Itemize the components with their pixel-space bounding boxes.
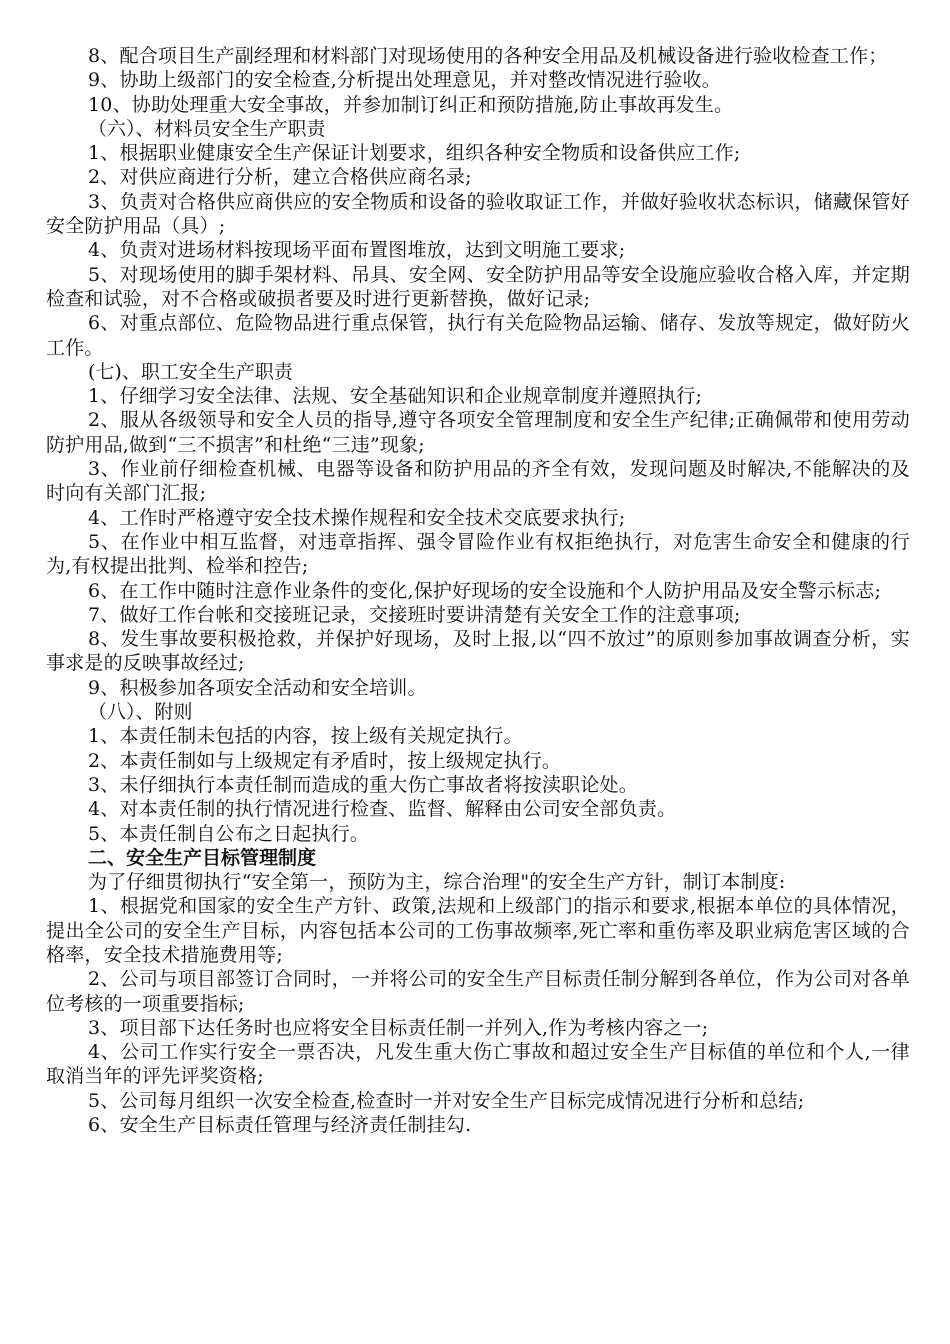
- paragraph-item: 7、做好工作台帐和交接班记录，交接班时要讲清楚有关安全工作的注意事项;: [88, 603, 741, 626]
- paragraph-item: 3、负责对合格供应商供应的安全物质和设备的验收取证工作，并做好验收状态标识，储藏保管好安全防护用品（具）;: [46, 190, 910, 238]
- section-heading-worker: (七)、职工安全生产职责: [88, 360, 293, 383]
- paragraph-item: 1、仔细学习安全法律、法规、安全基础知识和企业规章制度并遵照执行;: [88, 385, 703, 408]
- paragraph-item: 1、根据职业健康安全生产保证计划要求，组织各种安全物质和设备供应工作;: [88, 142, 741, 165]
- paragraph-item-9: 9、协助上级部门的安全检查,分析提出处理意见，并对整改情况进行验收。: [88, 69, 721, 92]
- paragraph-item: 9、积极参加各项安全活动和安全培训。: [88, 676, 427, 699]
- paragraph-item-10: 10、协助处理重大安全事故，并参加制订纠正和预防措施,防止事故再发生。: [88, 93, 734, 116]
- paragraph-item: 2、公司与项目部签订合同时，一并将公司的安全生产目标责任制分解到各单位，作为公司对各单位考核的一项重要指标;: [46, 968, 910, 1015]
- paragraph-item: 3、未仔细执行本责任制而造成的重大伤亡事故者将按渎职论处。: [88, 773, 638, 796]
- paragraph-item: 5、在作业中相互监督，对违章指挥、强令冒险作业有权拒绝执行，对危害生命安全和健康的行为,有权提出批判、检举和控告;: [46, 530, 910, 578]
- paragraph-item: 1、根据党和国家的安全生产方针、政策,法规和上级部门的指示和要求,根据本单位的具体情况，提出全公司的安全生产目标，内容包括本公司的工伤事故频率,死亡率和重伤率及职业病危害区域的合格率，安全技术措施费用等;: [46, 895, 910, 966]
- section-heading-material-officer: （六）、材料员安全生产职责: [88, 117, 326, 140]
- paragraph-item-8: 8、配合项目生产副经理和材料部门对现场使用的各种安全用品及机械设备进行验收检查工作；: [88, 45, 888, 67]
- paragraph-item: 2、本责任制如与上级规定有矛盾时，按上级规定执行。: [88, 749, 562, 772]
- paragraph-item: 4、公司工作实行安全一票否决，凡发生重大伤亡事故和超过安全生产目标值的单位和个人,一律取消当年的评先评奖资格;: [46, 1041, 910, 1088]
- section-heading-appendix: （八）、附则: [88, 701, 193, 724]
- paragraph-item: 1、本责任制未包括的内容，按上级有关规定执行。: [88, 725, 523, 748]
- paragraph-intro: 为了仔细贯彻执行“安全第一，预防为主，综合治理"的安全生产方针，制订本制度:: [88, 871, 786, 894]
- paragraph-item: 5、本责任制自公布之日起执行。: [88, 822, 370, 845]
- paragraph-item: 5、公司每月组织一次安全检查,检查时一并对安全生产目标完成情况进行分析和总结;: [88, 1089, 805, 1112]
- paragraph-item: 6、安全生产目标责任管理与经济责任制挂勾.: [88, 1114, 472, 1137]
- paragraph-item: 6、对重点部位、危险物品进行重点保管，执行有关危险物品运输、储存、发放等规定，做好防火工作。: [46, 312, 910, 359]
- paragraph-item: 3、作业前仔细检查机械、电器等设备和防护用品的齐全有效，发现问题及时解决,不能解决的及时向有关部门汇报;: [46, 458, 910, 505]
- paragraph-item: 8、发生事故要积极抢救，并保护好现场，及时上报,以“四不放过”的原则参加事故调查分析，实事求是的反映事故经过;: [46, 628, 910, 675]
- paragraph-item: 2、对供应商进行分析，建立合格供应商名录;: [88, 166, 472, 189]
- chapter-heading: 二、安全生产目标管理制度: [88, 846, 317, 869]
- paragraph-item: 6、在工作中随时注意作业条件的变化,保护好现场的安全设施和个人防护用品及安全警示标志;: [88, 579, 882, 602]
- paragraph-item: 2、服从各级领导和安全人员的指导,遵守各项安全管理制度和安全生产纪律;正确佩带和使用劳动防护用品,做到“三不损害”和杜绝“三违”现象;: [46, 409, 910, 456]
- paragraph-item: 5、对现场使用的脚手架材料、吊具、安全网、安全防护用品等安全设施应验收合格入库，并定期检查和试验，对不合格或破损者要及时进行更新替换，做好记录;: [46, 263, 910, 310]
- paragraph-item: 4、对本责任制的执行情况进行检查、监督、解释由公司安全部负责。: [88, 798, 677, 821]
- paragraph-item: 4、工作时严格遵守安全技术操作规程和安全技术交底要求执行;: [88, 506, 626, 529]
- paragraph-item: 4、负责对进场材料按现场平面布置图堆放，达到文明施工要求;: [88, 239, 626, 262]
- paragraph-item: 3、项目部下达任务时也应将安全目标责任制一并列入,作为考核内容之一;: [88, 1016, 709, 1039]
